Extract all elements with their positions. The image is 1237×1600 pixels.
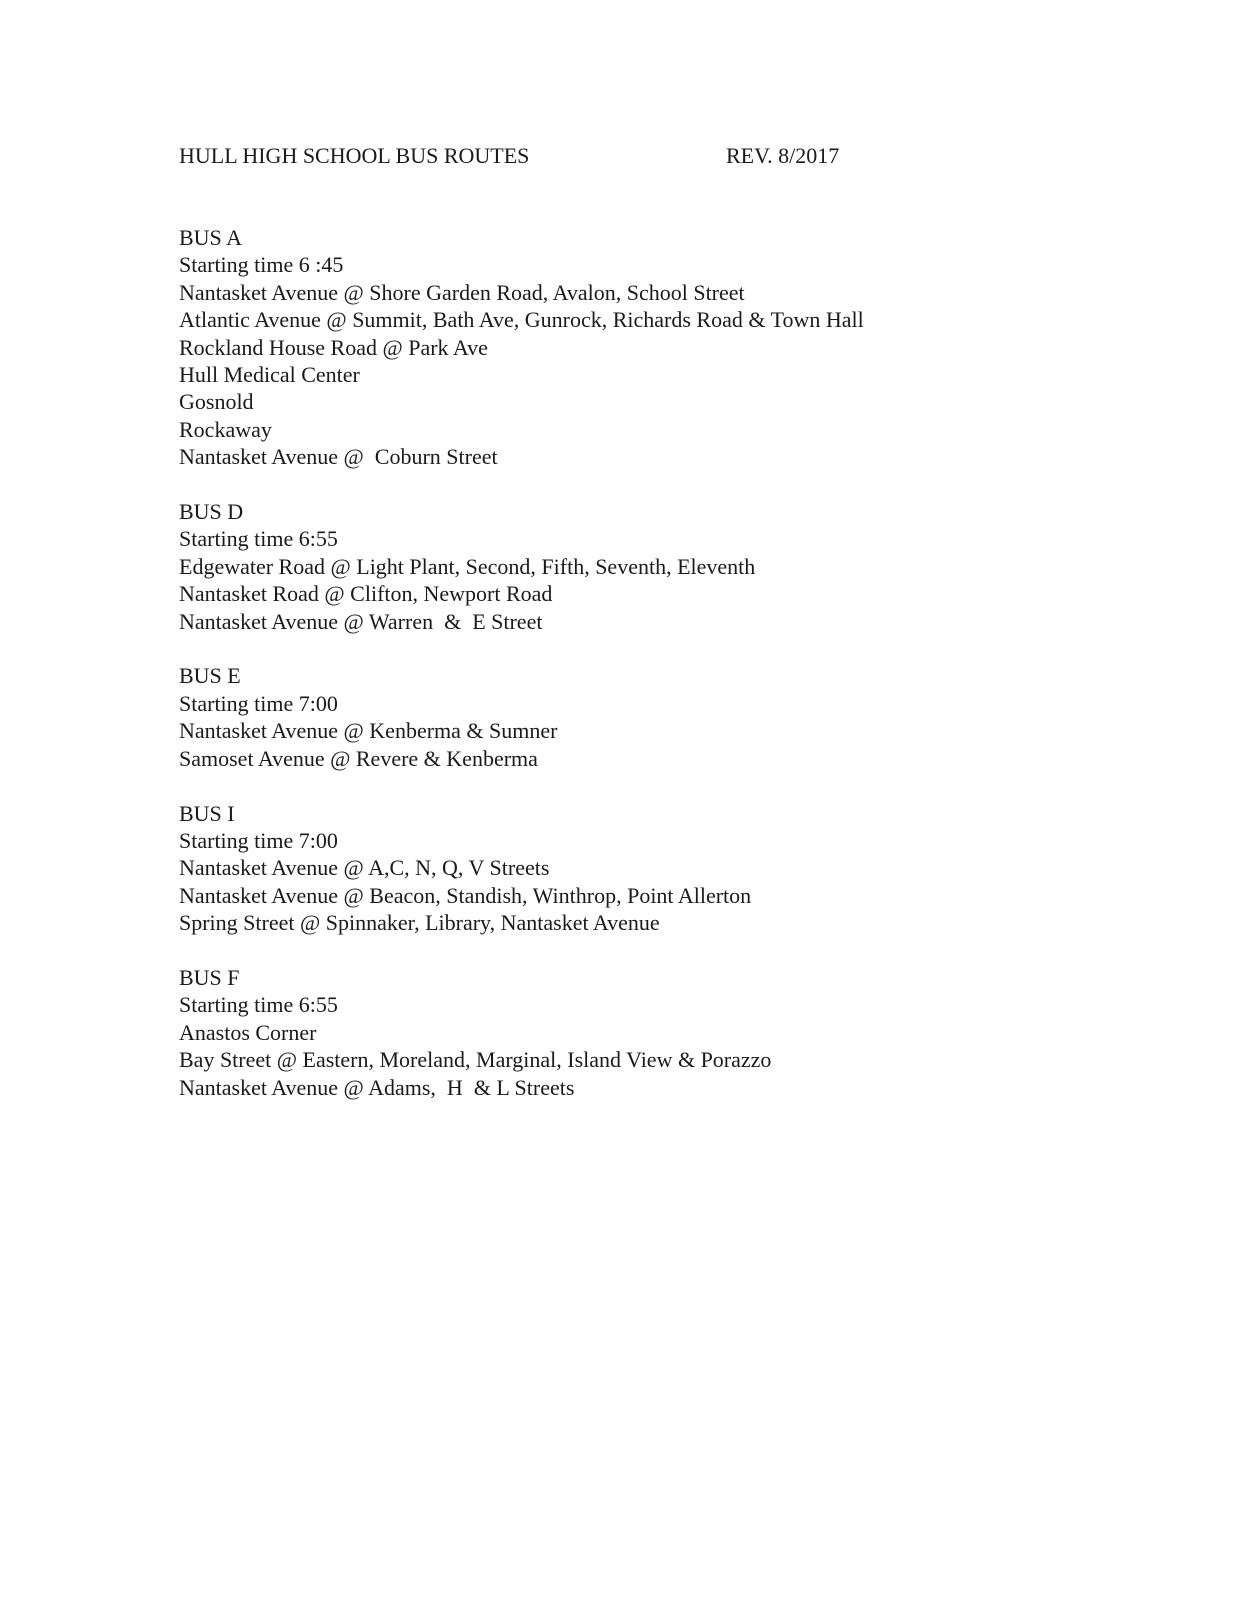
bus-label: BUS A: [179, 225, 242, 250]
stop: Hull Medical Center: [179, 361, 360, 387]
stop: Samoset Avenue @ Revere & Kenberma: [179, 745, 538, 771]
stop: Spring Street @ Spinnaker, Library, Nantasket Avenue: [179, 910, 660, 936]
bus-label: BUS I: [179, 800, 235, 826]
stop: Gosnold: [179, 389, 254, 415]
stop: Nantasket Avenue @ Kenberma & Sumner: [179, 718, 558, 744]
start-time: Starting time 7:00: [179, 827, 338, 853]
stop: Bay Street @ Eastern, Moreland, Marginal, Island View & Porazzo: [179, 1047, 772, 1073]
revision-date: REV. 8/2017: [726, 143, 840, 168]
route-bus-i: [179, 800, 864, 937]
stop: Nantasket Road @ Clifton, Newport Road: [179, 581, 553, 607]
route-bus-f: [179, 964, 864, 1101]
stop: Atlantic Avenue @ Summit, Bath Ave, Gunrock, Richards Road & Town Hall: [179, 307, 864, 333]
routes-list: [179, 224, 864, 1128]
stop: Nantasket Avenue @ Shore Garden Road, Avalon, School Street: [179, 279, 745, 305]
stop: Rockland House Road @ Park Ave: [179, 334, 488, 360]
stop: Nantasket Avenue @ Adams, H & L Streets: [179, 1074, 575, 1100]
route-bus-e: [179, 662, 864, 772]
bus-label: BUS D: [179, 499, 244, 525]
stop: Nantasket Avenue @ A,C, N, Q, V Streets: [179, 855, 550, 881]
stop: Nantasket Avenue @ Coburn Street: [179, 444, 498, 470]
bus-label: BUS E: [179, 663, 241, 689]
document-title: HULL HIGH SCHOOL BUS ROUTES: [179, 143, 530, 168]
route-bus-a: [179, 224, 864, 471]
stop: Rockaway: [179, 416, 272, 442]
route-bus-d: [179, 498, 864, 635]
start-time: Starting time 6:55: [179, 992, 338, 1018]
bus-label: BUS F: [179, 964, 240, 990]
start-time: Starting time 7:00: [179, 690, 338, 716]
document-header: [179, 143, 879, 173]
stop: Anastos Corner: [179, 1019, 317, 1045]
stop: Nantasket Avenue @ Beacon, Standish, Winthrop, Point Allerton: [179, 882, 752, 908]
stop: Edgewater Road @ Light Plant, Second, Fifth, Seventh, Eleventh: [179, 553, 756, 579]
start-time: Starting time 6:55: [179, 526, 338, 552]
stop: Nantasket Avenue @ Warren & E Street: [179, 608, 543, 634]
start-time: Starting time 6 :45: [179, 252, 344, 278]
